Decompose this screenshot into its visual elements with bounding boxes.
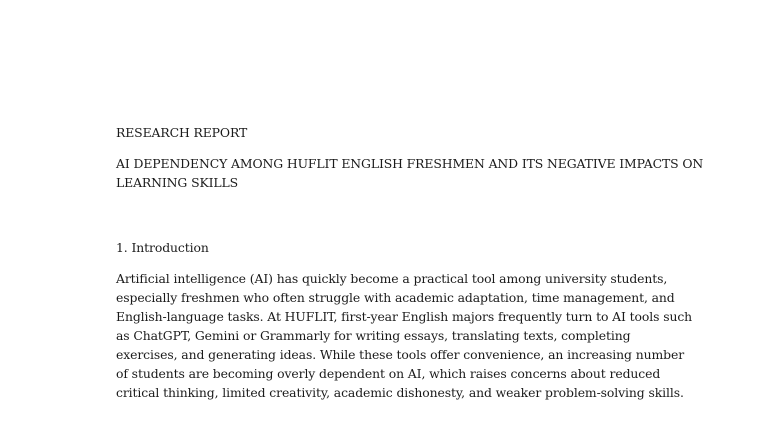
paragraph-line: of students are becoming overly dependent on AI, which raises concerns about reduced: [116, 366, 661, 381]
report-title-line: AI DEPENDENCY AMONG HUFLIT ENGLISH FRESHMEN AND ITS NEGATIVE IMPACTS ON: [116, 156, 704, 171]
report-title: [116, 154, 704, 192]
paragraph-line: exercises, and generating ideas. While these tools offer convenience, an increasing number: [116, 347, 685, 362]
paragraph-line: Artificial intelligence (AI) has quickly become a practical tool among university students,: [116, 271, 668, 286]
section-heading: 1. Introduction: [116, 240, 209, 255]
paragraph-line: especially freshmen who often struggle with academic adaptation, time management, and: [116, 290, 675, 305]
paragraph-line: English-language tasks. At HUFLIT, first-year English majors frequently turn to AI tools such: [116, 309, 693, 324]
introduction-paragraph: [116, 269, 693, 402]
paragraph-line: critical thinking, limited creativity, academic dishonesty, and weaker problem-solving skills.: [116, 385, 684, 400]
paragraph-line: as ChatGPT, Gemini or Grammarly for writing essays, translating texts, completing: [116, 328, 631, 343]
report-title-line: LEARNING SKILLS: [116, 175, 239, 190]
report-type-label: RESEARCH REPORT: [116, 125, 248, 140]
